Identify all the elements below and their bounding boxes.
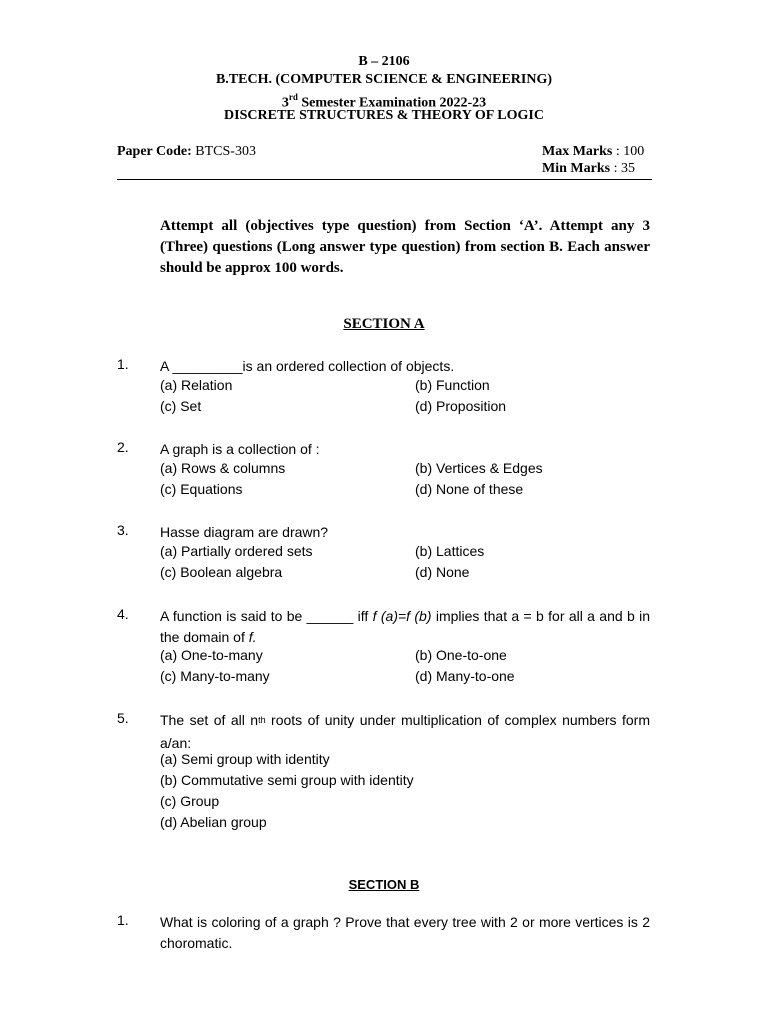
option: (c) Group <box>160 793 220 809</box>
subject-title: DISCRETE STRUCTURES & THEORY OF LOGIC <box>224 108 544 123</box>
paper-code: Paper Code: BTCS-303 <box>117 144 256 159</box>
program-title: B.TECH. (COMPUTER SCIENCE & ENGINEERING) <box>215 72 553 87</box>
option: (a) One-to-many <box>160 647 263 663</box>
option: (a) Semi group with identity <box>160 751 330 767</box>
question-number: 3. <box>117 522 129 538</box>
option: (b) Function <box>415 377 490 393</box>
option: (c) Boolean algebra <box>160 564 283 580</box>
option: (b) One-to-one <box>415 647 507 663</box>
option: (d) Proposition <box>415 398 507 414</box>
option: (b) Vertices & Edges <box>415 460 543 476</box>
question-number: 5. <box>117 710 129 726</box>
option: (d) Abelian group <box>160 814 267 830</box>
question-number: 1. <box>117 356 129 372</box>
question-text: A graph is a collection of : <box>160 441 320 457</box>
question-number: 2. <box>117 439 129 455</box>
question-text: A function is said to be ______ iff f (a)=f (b) implies that a = b for all a and b in the domain of f. <box>160 608 650 645</box>
question-text: What is coloring of a graph ? Prove that every tree with 2 or more vertices is 2 choromatic. <box>160 914 650 951</box>
semester-title: 3rd Semester Examination 2022-23 <box>281 92 487 111</box>
max-marks: Max Marks : 100 <box>542 144 645 159</box>
option: (d) None of these <box>415 481 524 497</box>
question-number: 4. <box>117 606 129 622</box>
option: (c) Equations <box>160 481 243 497</box>
option: (a) Partially ordered sets <box>160 543 313 559</box>
option: (a) Relation <box>160 377 233 393</box>
option: (c) Set <box>160 398 202 414</box>
option: (a) Rows & columns <box>160 460 286 476</box>
option: (d) Many-to-one <box>415 668 515 684</box>
question-text: The set of all $n^{th}$ roots of unity under multiplication of complex numbers form a/an: <box>160 712 651 751</box>
section-b-title: SECTION B <box>348 877 420 892</box>
option: (b) Commutative semi group with identity <box>160 772 414 788</box>
option: (b) Lattices <box>415 543 485 559</box>
question-text: A _________is an ordered collection of objects. <box>160 358 455 374</box>
option: (c) Many-to-many <box>160 668 270 684</box>
instructions: Attempt all (objectives type question) from Section ‘A’. Attempt any 3 (Three) questions (Long answer type question) from section B. Each answer should be approx 100 words. <box>160 218 650 276</box>
question-text: Hasse diagram are drawn? <box>160 524 329 540</box>
header-divider <box>117 179 652 180</box>
question-number: 1. <box>117 912 129 928</box>
exam-code: B – 2106 <box>358 54 410 69</box>
min-marks: Min Marks : 35 <box>542 161 635 176</box>
section-a-title: SECTION A <box>343 316 425 332</box>
option: (d) None <box>415 564 470 580</box>
